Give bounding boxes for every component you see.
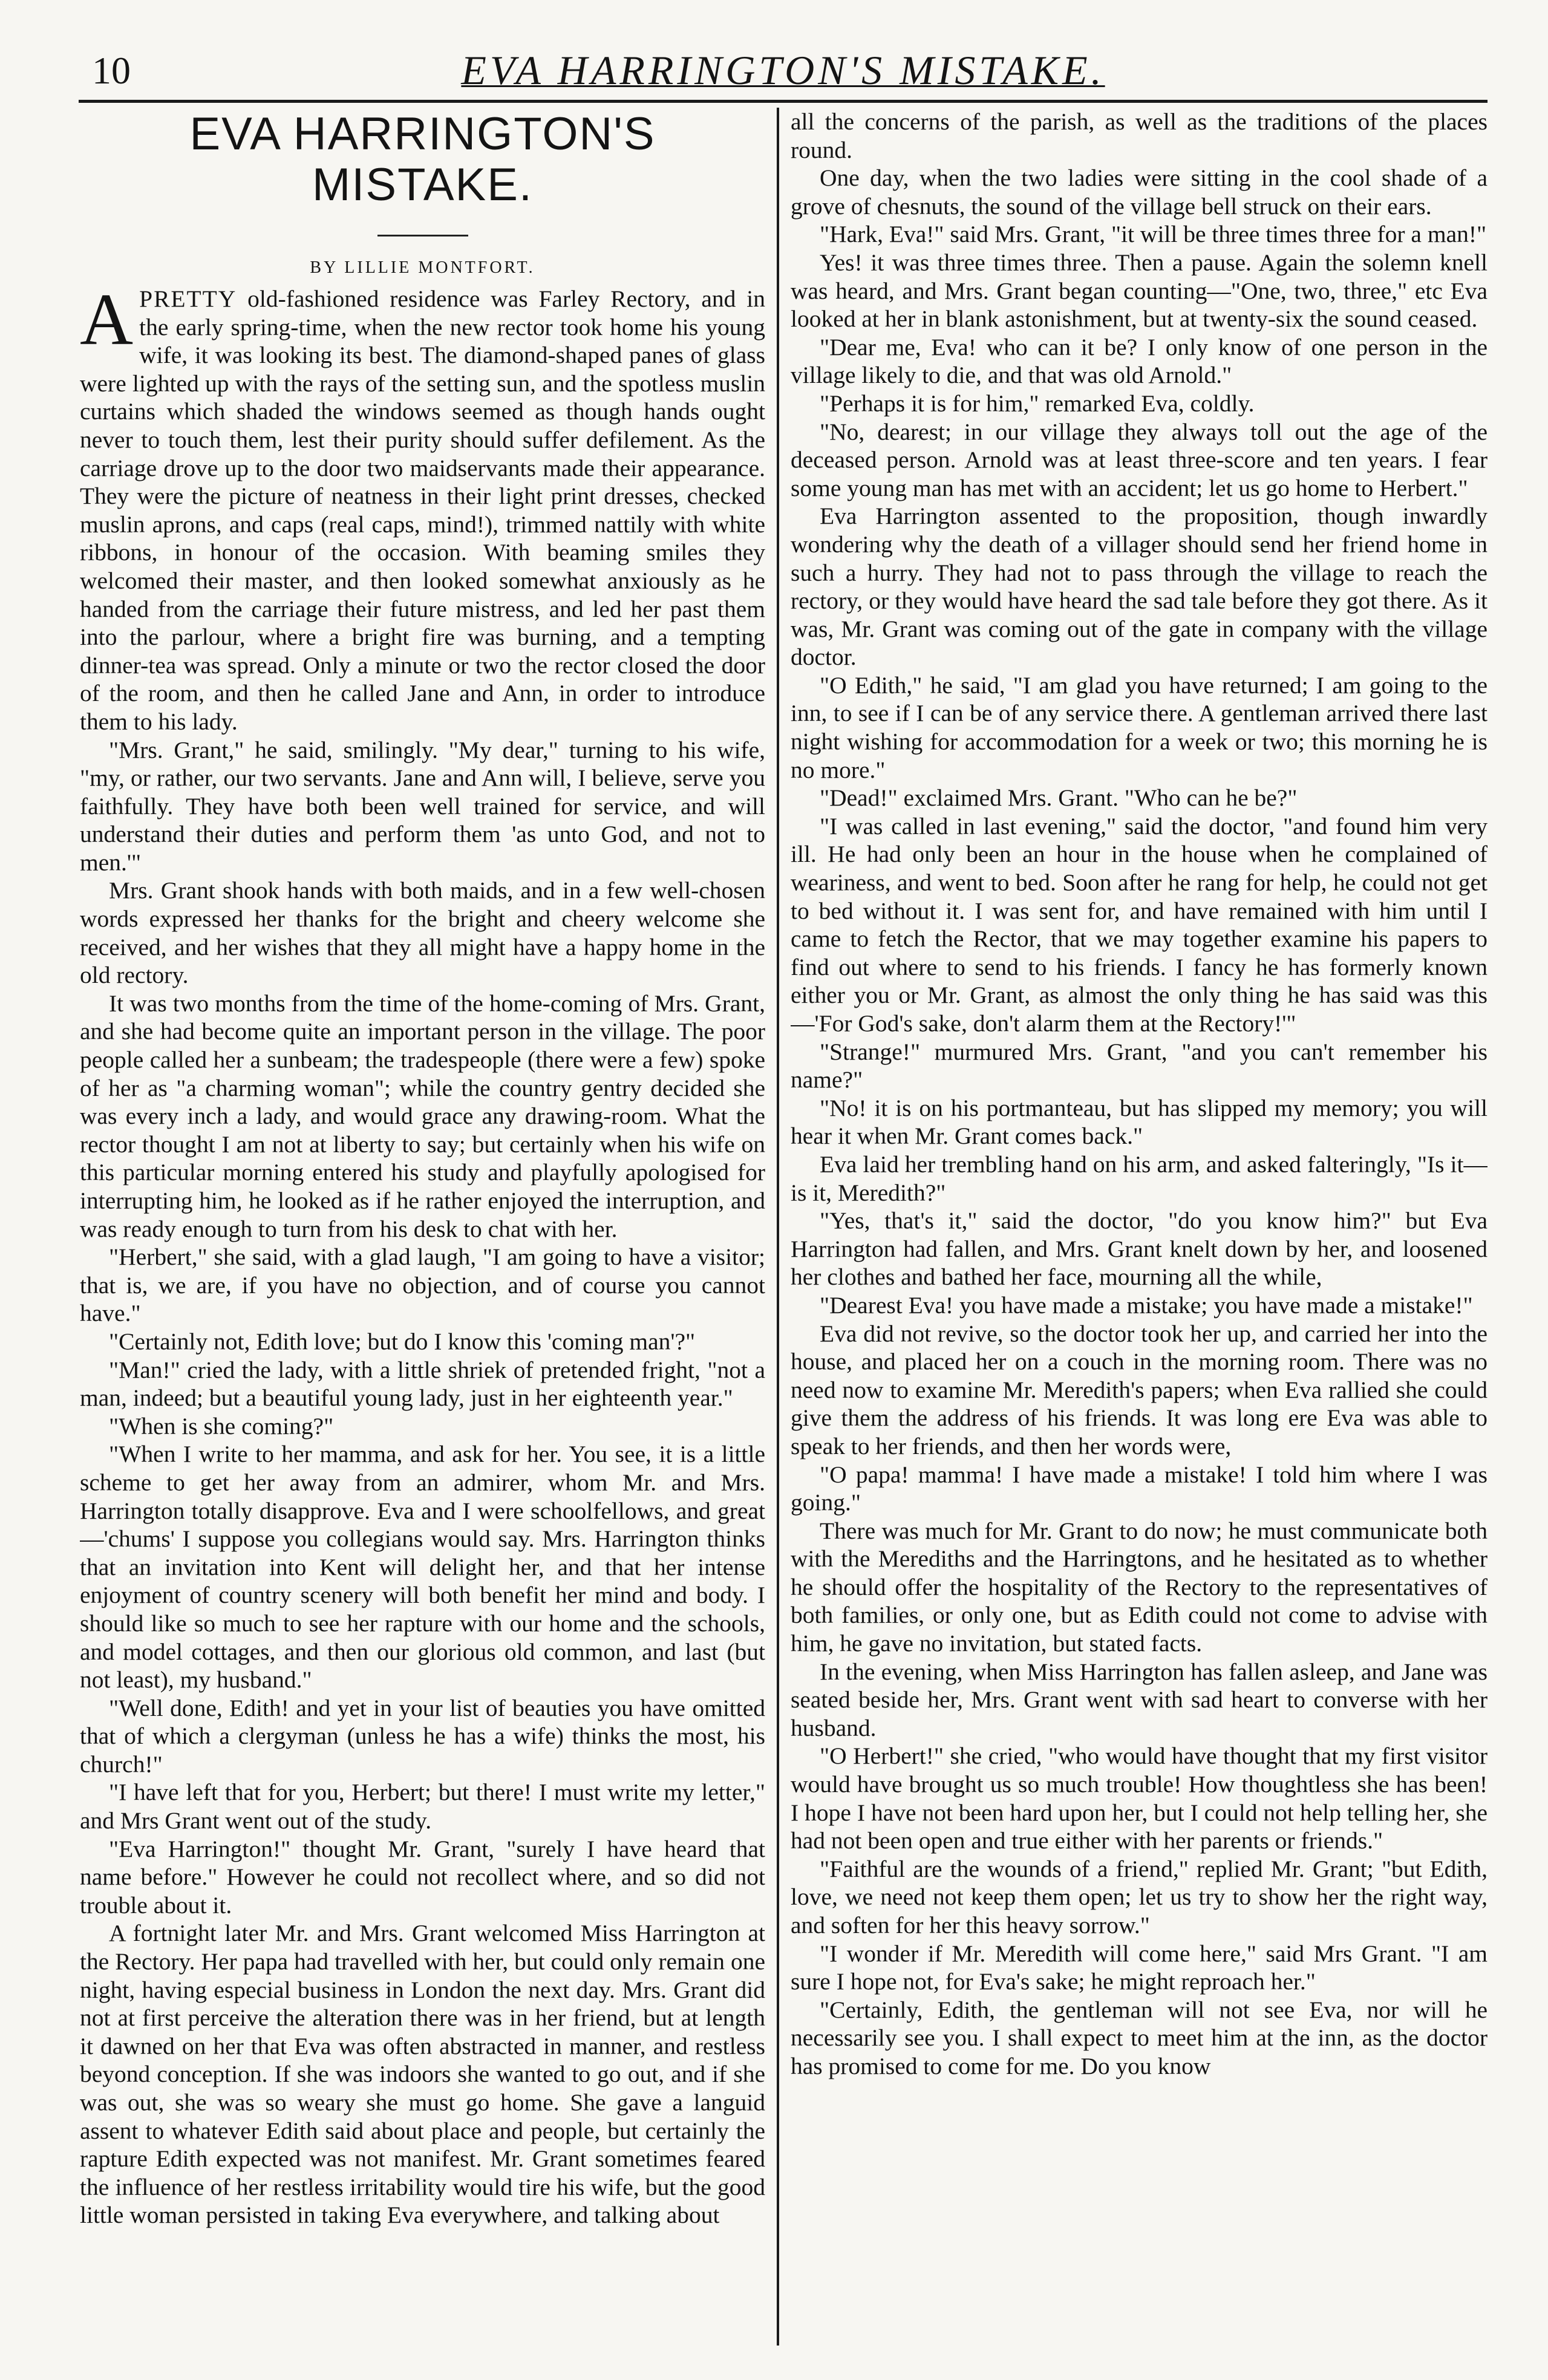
paragraph: "Eva Harrington!" thought Mr. Grant, "surely I have heard that name before." However he could not recollect where, and so did not trouble about it.: [80, 1835, 765, 1919]
paragraph: "Dear me, Eva! who can it be? I only know of one person in the village likely to die, and that was old Arnold.": [791, 333, 1488, 389]
left-column: [80, 108, 765, 2346]
paragraph: "Man!" cried the lady, with a little shriek of pretended fright, "not a man, indeed; but a beautiful young lady, just in her eighteenth year.": [80, 1356, 765, 1412]
right-column: [791, 108, 1488, 2346]
paragraph: "I was called in last evening," said the doctor, "and found him very ill. He had only been an hour in the house when he complained of weariness, and went to bed. Soon after he rang for help, he could not get to bed without it. I was sent for, and have remained with him until I came to fetch the Rector, that we may together examine his papers to find out where to send to his friends. I fancy he has formerly known either you or Mr. Grant, as almost the only thing he has said was this—'For God's sake, don't alarm them at the Rectory!'": [791, 812, 1488, 1037]
paragraph: A fortnight later Mr. and Mrs. Grant welcomed Miss Harrington at the Rectory. Her papa had travelled with her, but could only remain one night, having especial business in London the next day. Mrs. Grant did not at first perceive the alteration there was in her friend, but at length it dawned on her that Eva was often abstracted in manner, and restless beyond conception. If she was indoors she wanted to go out, and if she was out, she was so weary she must go home. She gave a languid assent to whatever Edith said about place and people, but certainly the rapture Edith expected was not manifest. Mr. Grant sometimes feared the influence of her restless irritability would tire his wife, but the good little woman persisted in taking Eva everywhere, and talking about: [80, 1920, 765, 2229]
paragraph: "I wonder if Mr. Meredith will come here," said Mrs Grant. "I am sure I hope not, for Eva's sake; he might reproach her.": [791, 1940, 1488, 1995]
paragraph: Eva did not revive, so the doctor took her up, and carried her into the house, and placed her on a couch in the morning room. There was no need now to examine Mr. Meredith's papers; when Eva rallied she could give them the address of his friends. It was long ere Eva was able to speak to her friends, and then her words were,: [791, 1320, 1488, 1459]
opening-text: old-fashioned residence was Farley Rectory, and in the early spring-time, when the new rector took home his young wife, it was looking its best. The diamond-shaped panes of glass were lighted up with the rays of the setting sun, and the spotless muslin curtains which shaded the windows seemed as though hands ought never to touch them, lest their purity should suffer defilement. As the carriage drove up to the door two maidservants made their appearance. They were the picture of neatness in their light print dresses, checked muslin aprons, and caps (real caps, mind!), trimmed nattily with white ribbons, in honour of the occasion. With beaming smiles they welcomed their master, and then looked somewhat anxiously as he handed from the carriage their future mistress, and led her past them into the parlour, where a bright fire was burning, and a tempting dinner-tea was spread. Only a minute or two the rector closed the door of the room, and then he called Jane and Ann, in order to introduce them to his lady.: [80, 285, 765, 735]
paragraph: "O Herbert!" she cried, "who would have thought that my first visitor would have brought us so much trouble! How thoughtless she has been! I hope I have not been hard upon her, but I could not help telling her, she had not been open and true either with her parents or friends.": [791, 1743, 1488, 1854]
paragraph: Eva laid her trembling hand on his arm, and asked falteringly, "Is it—is it, Meredith?": [791, 1150, 1488, 1206]
page-number: 10: [92, 49, 131, 92]
column-rule: [777, 108, 779, 2346]
paragraph: all the concerns of the parish, as well as the traditions of the places round.: [791, 108, 1488, 163]
opening-paragraph: [80, 279, 765, 736]
paragraph: It was two months from the time of the home-coming of Mrs. Grant, and she had become quite an important person in the village. The poor people called her a sunbeam; the tradespeople (there were a few) spoke of her as "a charming woman"; while the country gentry decided she was every inch a lady, and would grace any drawing-room. What the rector thought I am not at liberty to say; but certainly when his wife on this particular morning entered his study and playfully apologised for interrupting him, he looked as if he rather enjoyed the interruption, and was ready enough to turn from his desk to chat with her.: [80, 989, 765, 1242]
paragraph: "Dead!" exclaimed Mrs. Grant. "Who can he be?": [820, 784, 1298, 812]
paragraph: Mrs. Grant shook hands with both maids, and in a few well-chosen words expressed her thanks for the bright and cheery welcome she received, and her wishes that they all might have a happy home in the old rectory.: [80, 877, 765, 989]
paragraph: "Dearest Eva! you have made a mistake; you have made a mistake!": [820, 1291, 1473, 1319]
paragraph: "No! it is on his portmanteau, but has slipped my memory; you will hear it when Mr. Grant comes back.": [791, 1094, 1488, 1150]
running-head: [73, 48, 1494, 97]
paragraph: "Well done, Edith! and yet in your list of beauties you have omitted that of which a clergyman (unless he has a wife) thinks the most, his church!": [80, 1694, 765, 1778]
paragraph: In the evening, when Miss Harrington has fallen asleep, and Jane was seated beside her, Mrs. Grant went with sad heart to converse with her husband.: [791, 1658, 1488, 1741]
running-title: EVA HARRINGTON'S MISTAKE.: [461, 47, 1105, 93]
drop-cap: A: [80, 279, 134, 360]
article-title: EVA HARRINGTON'S MISTAKE.: [189, 108, 656, 210]
header-rule: [79, 100, 1488, 103]
paragraph: "O Edith," he said, "I am glad you have returned; I am going to the inn, to see if I can be of any service there. A gentleman arrived there last night wishing for accommodation for a week or two; this morning he is no more.": [791, 671, 1488, 783]
paragraph: "Yes, that's it," said the doctor, "do you know him?" but Eva Harrington had fallen, and Mrs. Grant knelt down by her, and loosened her clothes and bathed her face, mourning all the while,: [791, 1207, 1488, 1291]
paragraph: "Faithful are the wounds of a friend," replied Mr. Grant; "but Edith, love, we need not keep them open; let us try to show her the right way, and soften for her this heavy sorrow.": [791, 1855, 1488, 1938]
paragraph: "Hark, Eva!" said Mrs. Grant, "it will be three times three for a man!": [820, 221, 1487, 248]
opening-word: PRETTY: [139, 285, 237, 312]
paragraph: One day, when the two ladies were sitting in the cool shade of a grove of chesnuts, the sound of the village bell struck on their ears.: [791, 165, 1488, 220]
paragraph: "When I write to her mamma, and ask for her. You see, it is a little scheme to get her away from an admirer, whom Mr. and Mrs. Harrington totally disapprove. Eva and I were schoolfellows, and great—'chums' I suppose you collegians would say. Mrs. Harrington thinks that an invitation into Kent will delight her, and that her intense enjoyment of country scenery will both benefit her mind and body. I should like so much to see her rapture with our home and the schools, and model cottages, and then our glorious old common, and last (but not least), my husband.": [80, 1441, 765, 1694]
paragraph: "No, dearest; in our village they always toll out the age of the deceased person. Arnold was at least three-score and ten years. I fear some young man has met with an accident; let us go home to Herbert.": [791, 418, 1488, 501]
paragraph: "Certainly, Edith, the gentleman will not see Eva, nor will he necessarily see you. I shall expect to meet him at the inn, as the doctor has promised to come for me. Do you know: [791, 1996, 1488, 2079]
paragraph: "Mrs. Grant," he said, smilingly. "My dear," turning to his wife, "my, or rather, our two servants. Jane and Ann will, I believe, serve you faithfully. They have both been well trained for service, and will understand their duties and perform them 'as unto God, and not to men.'": [80, 736, 765, 876]
paragraph: Yes! it was three times three. Then a pause. Again the solemn knell was heard, and Mrs. Grant began counting—"One, two, three," etc Eva looked at her in blank astonishment, but at twenty-six the sound ceased.: [791, 249, 1488, 333]
paragraph: "O papa! mamma! I have made a mistake! I told him where I was going.": [791, 1461, 1488, 1516]
paragraph: "When is she coming?": [109, 1412, 334, 1439]
paragraph: "Herbert," she said, with a glad laugh, "I am going to have a visitor; that is, we are, if you have no objection, and of course you cannot have.": [80, 1244, 765, 1327]
paragraph: There was much for Mr. Grant to do now; he must communicate both with the Merediths and the Harringtons, and he hesitated as to whether he should offer the hospitality of the Rectory to the representatives of both families, or only one, but as Edith could not come to advise with him, he gave no invitation, but stated facts.: [791, 1517, 1488, 1657]
paragraph: "Strange!" murmured Mrs. Grant, "and you can't remember his name?": [791, 1038, 1488, 1094]
paragraph: "I have left that for you, Herbert; but there! I must write my letter," and Mrs Grant went out of the study.: [80, 1779, 765, 1834]
paragraph: Eva Harrington assented to the proposition, though inwardly wondering why the death of a villager should send her friend home in such a hurry. They had not to pass through the village to reach the rectory, or they would have heard the sad tale before they got there. As it was, Mr. Grant was coming out of the gate in company with the village doctor.: [791, 503, 1488, 671]
paragraph: "Perhaps it is for him," remarked Eva, coldly.: [820, 390, 1255, 417]
title-rule: [377, 235, 468, 236]
paragraph: "Certainly not, Edith love; but do I know this 'coming man'?": [109, 1328, 696, 1355]
byline: BY LILLIE MONTFORT.: [310, 258, 535, 277]
